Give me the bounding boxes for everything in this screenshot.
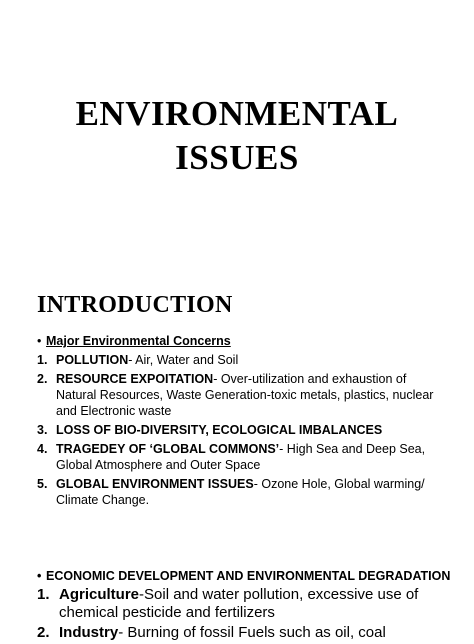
introduction-slide: [0, 276, 474, 536]
bullet-dot: •: [37, 569, 42, 583]
bullet-dot: •: [37, 334, 42, 348]
item-text: - Air, Water and Soil: [128, 353, 239, 367]
list-item: [37, 586, 457, 622]
item-number: 2.: [37, 624, 50, 641]
item-text: - Ozone Hole, Global warming/ Climate Change.: [56, 477, 425, 507]
list-item: [37, 371, 447, 419]
item-text: - Over-utilization and exhaustion of Natural Resources, Waste Generation-toxic metals, plastics, nuclear and Electronic waste: [56, 372, 434, 418]
item-number: 5.: [37, 477, 48, 491]
item-number: 2.: [37, 372, 48, 386]
item-number: 4.: [37, 442, 48, 456]
item-text: -Soil and water pollution, excessive use of chemical pesticide and fertilizers: [59, 586, 419, 621]
bullet-label: Major Environmental Concerns: [46, 334, 231, 348]
item-title: Industry: [59, 624, 119, 641]
item-title: TRAGEDEY OF ‘GLOBAL COMMONS’: [56, 442, 280, 456]
bullet-label: ECONOMIC DEVELOPMENT AND ENVIRONMENTAL DEGRADATION: [46, 569, 451, 583]
economic-development-slide: [0, 558, 474, 641]
list-item: [37, 476, 447, 508]
item-number: 1.: [37, 586, 50, 603]
slide-title: [0, 92, 474, 180]
item-text: - High Sea and Deep Sea, Global Atmosphere and Outer Space: [56, 442, 426, 472]
bullet-major-concerns: [37, 333, 231, 349]
item-number: 3.: [37, 423, 48, 437]
list-item: [37, 624, 457, 642]
title-line-2: ISSUES: [175, 138, 299, 177]
item-title: Agriculture: [59, 586, 140, 603]
item-title: GLOBAL ENVIRONMENT ISSUES: [56, 477, 254, 491]
list-item: [37, 352, 447, 368]
item-number: 1.: [37, 353, 48, 367]
item-text: - Burning of fossil Fuels such as oil, coal: [118, 624, 386, 641]
item-title: POLLUTION: [56, 353, 129, 367]
development-list: [37, 586, 457, 644]
concerns-list: [37, 352, 447, 511]
slide-heading: INTRODUCTION: [37, 292, 233, 318]
title-line-1: ENVIRONMENTAL: [75, 94, 399, 133]
bullet-economic-development: [37, 568, 450, 584]
list-item: [37, 441, 447, 473]
list-item: [37, 422, 447, 438]
item-title: LOSS OF BIO-DIVERSITY, ECOLOGICAL IMBALANCES: [56, 423, 383, 437]
title-slide: [0, 0, 474, 228]
item-title: RESOURCE EXPOITATION: [56, 372, 214, 386]
